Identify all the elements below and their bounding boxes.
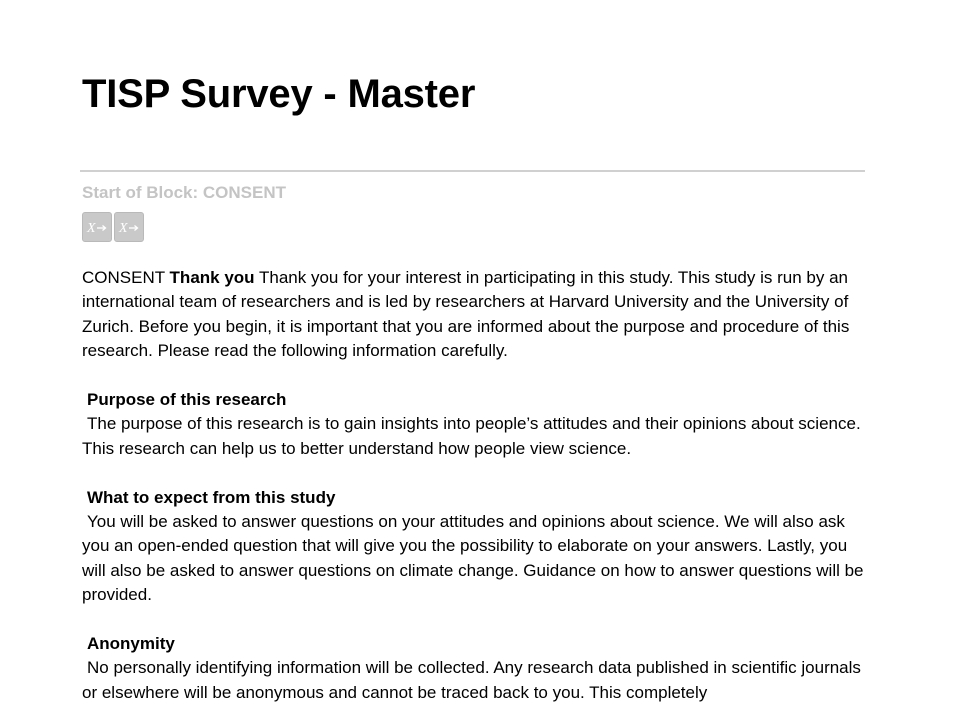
intro-bold-text: Thank you — [169, 268, 255, 287]
consent-intro-paragraph — [82, 266, 867, 364]
survey-title: TISP Survey - Master — [82, 72, 476, 116]
section-body-purpose — [82, 412, 867, 461]
svg-text:X: X — [119, 221, 128, 235]
piped-text-button[interactable] — [114, 212, 144, 242]
spacer — [82, 608, 867, 632]
section-body-text: No personally identifying information will be collected. Any research data published in scientific journals or elsewhere will be anonymous and cannot be traced back to you. This completely — [82, 658, 861, 702]
piped-text-icon — [85, 219, 109, 235]
svg-text:X: X — [87, 221, 96, 235]
question-id: CONSENT — [82, 268, 165, 287]
section-heading-expect: What to expect from this study — [87, 487, 336, 507]
piped-text-icon — [117, 219, 141, 235]
piped-text-button[interactable] — [82, 212, 112, 242]
block-start-label: Start of Block: CONSENT — [82, 183, 287, 202]
spacer — [82, 364, 867, 388]
section-body-anonymity — [82, 656, 867, 705]
section-heading-purpose: Purpose of this research — [87, 390, 287, 410]
spacer — [82, 461, 867, 485]
section-heading-anonymity: Anonymity — [87, 634, 175, 654]
section-body-text: You will be asked to answer questions on your attitudes and opinions about science. We will also ask you an open-ended question that will give you the possibility to elaborate on your answers. Lastly, you will also be asked to answer questions on climate change. Guidance on how to answer questions will be provided. — [82, 512, 864, 605]
section-body-text: The purpose of this research is to gain insights into people’s attitudes and their opinions about science. This research can help us to better understand how people view science. — [82, 414, 861, 458]
piped-text-toolbar — [82, 212, 144, 242]
section-body-expect — [82, 510, 867, 608]
intro-text: Thank you for your interest in participating in this study. This study is run by an international team of researchers and is led by researchers at Harvard University and the University of Zurich. Before you begin, it is important that you are informed about the purpose and procedure of this research. Please read the following information carefully. — [82, 268, 850, 361]
consent-question — [82, 266, 867, 705]
divider — [80, 170, 865, 172]
